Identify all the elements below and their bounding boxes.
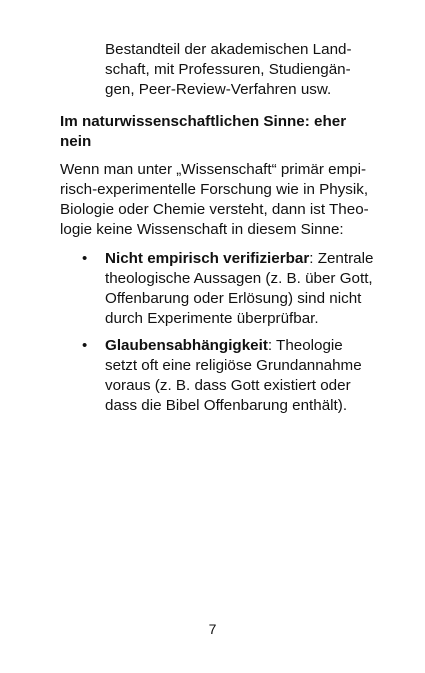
bullet-term: Nicht empirisch verifizierbar bbox=[105, 250, 310, 267]
bullet-dot: • bbox=[82, 250, 88, 267]
text-line: Wenn man unter „Wissenschaft“ primär empi- bbox=[60, 161, 367, 178]
text-line: dass die Bibel Offenbarung enthält). bbox=[105, 397, 348, 414]
bullet-text bbox=[105, 336, 380, 416]
bullet-first-line bbox=[105, 249, 380, 269]
text-line: setzt oft eine religiöse Grundannahme bbox=[105, 357, 362, 374]
section-heading bbox=[60, 112, 360, 152]
bullet-first-rest: : Theologie bbox=[267, 337, 343, 354]
text-line: Offenbarung oder Erlösung) sind nicht bbox=[105, 290, 362, 307]
text-line: risch-experimentelle Forschung wie in Physik, bbox=[60, 181, 369, 198]
text-line: Biologie oder Chemie versteht, dann ist Theo- bbox=[60, 201, 369, 218]
text-line: gen, Peer-Review-Verfahren usw. bbox=[105, 81, 332, 98]
page-number: 7 bbox=[208, 621, 217, 637]
bullet-term: Glaubensabhängigkeit bbox=[105, 337, 268, 354]
heading-line: Im naturwissenschaftlichen Sinne: eher bbox=[60, 113, 347, 130]
intro-paragraph bbox=[60, 160, 370, 240]
text-line: logie keine Wissenschaft in diesem Sinne: bbox=[60, 221, 344, 238]
text-line: durch Experimente überprüfbar. bbox=[105, 310, 319, 327]
bullet-first-rest: : Zentrale bbox=[309, 250, 374, 267]
bullet-text bbox=[105, 249, 380, 329]
text-line: voraus (z. B. dass Gott existiert oder bbox=[105, 377, 351, 394]
bullet-dot: • bbox=[82, 337, 88, 354]
text-line: theologische Aussagen (z. B. über Gott, bbox=[105, 270, 373, 287]
text-line: schaft, mit Professuren, Studiengän- bbox=[105, 61, 351, 78]
bullet-first-line bbox=[105, 336, 380, 356]
text-line: Bestandteil der akademischen Land- bbox=[105, 41, 352, 58]
heading-line: nein bbox=[60, 133, 92, 150]
continued-paragraph bbox=[105, 40, 365, 100]
